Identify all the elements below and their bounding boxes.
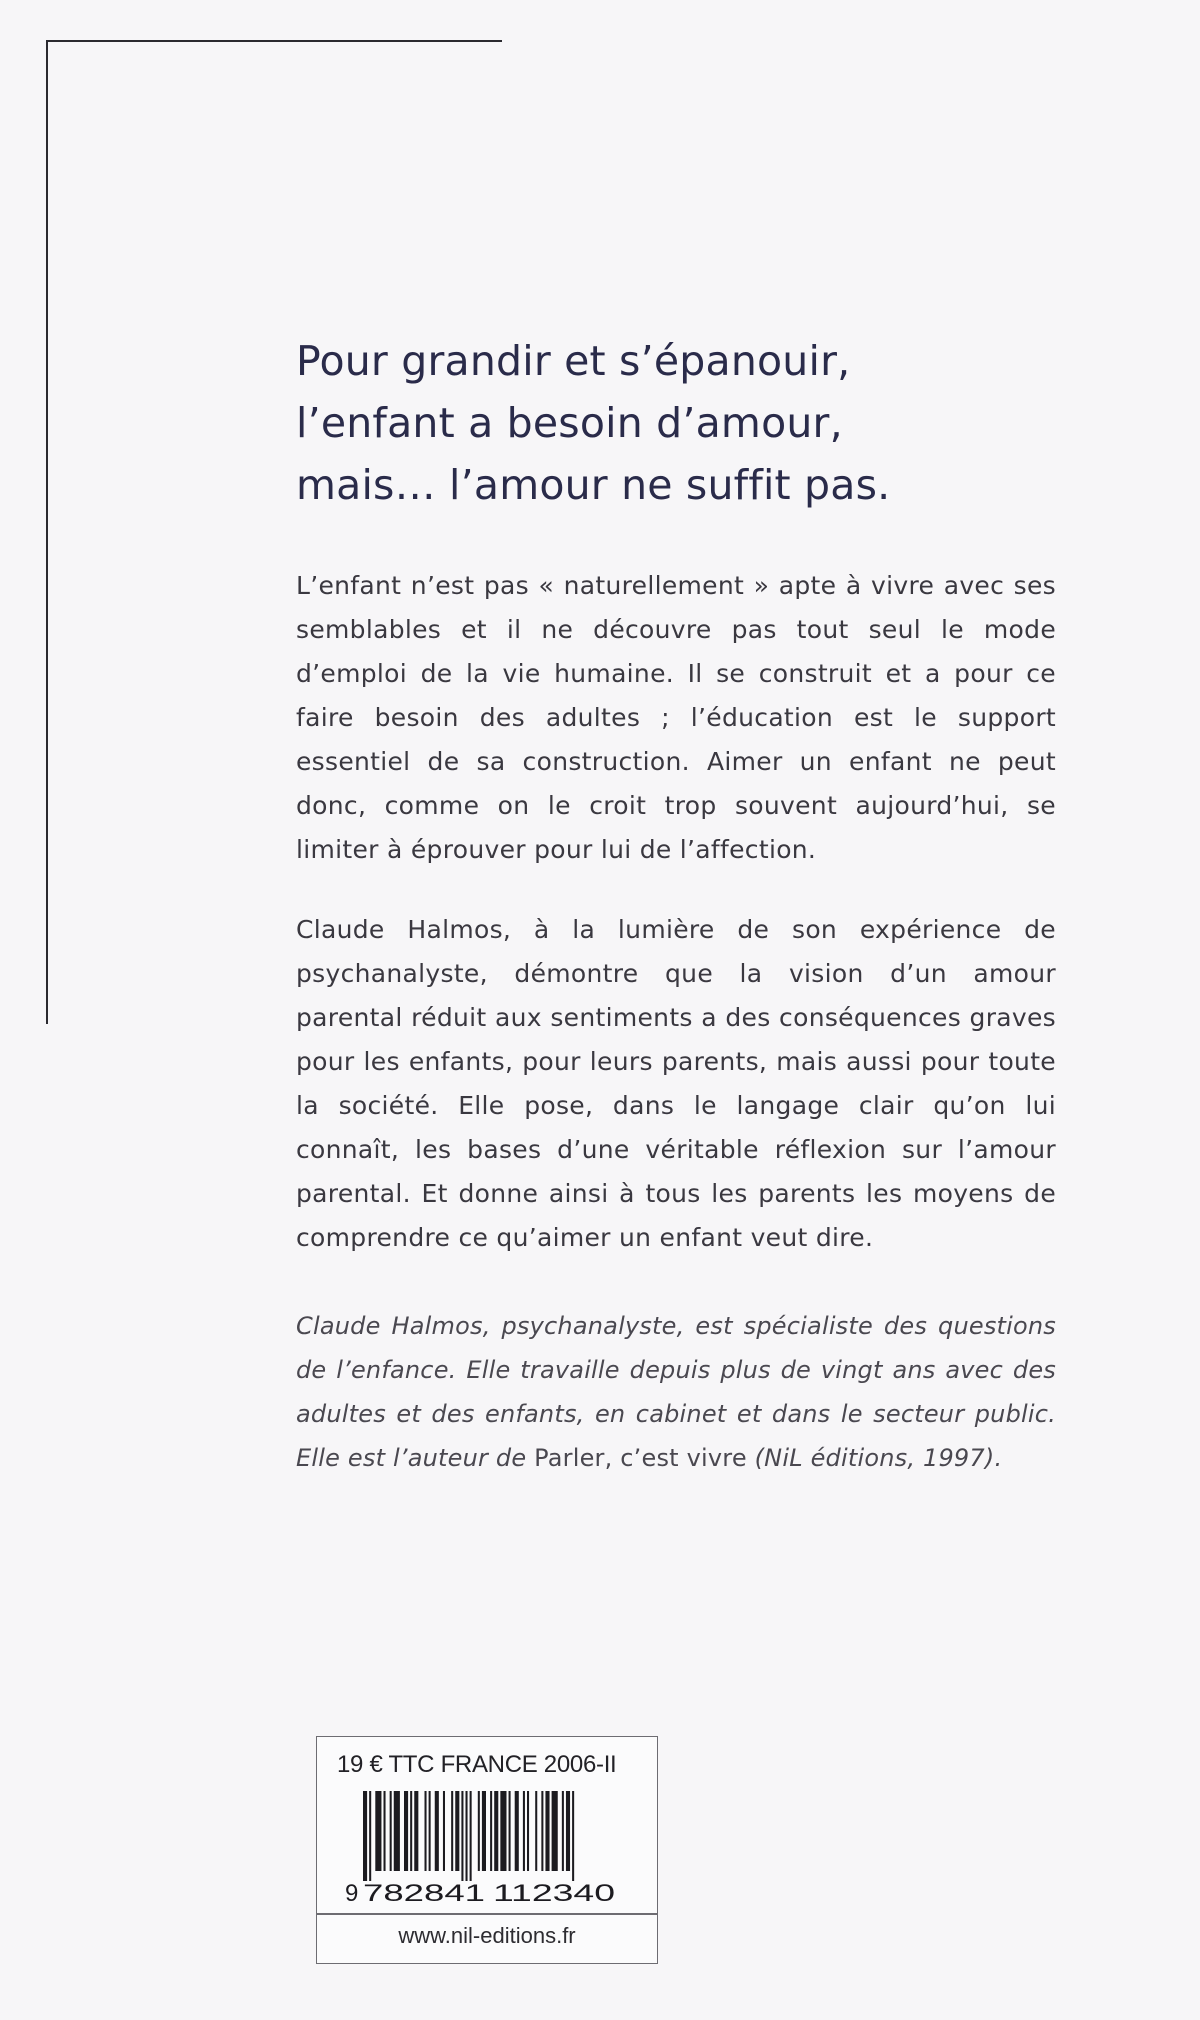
headline-line-1: Pour grandir et s’épanouir, bbox=[296, 337, 851, 385]
barcode-sticker bbox=[316, 1736, 658, 1964]
barcode-bar bbox=[535, 1791, 537, 1871]
barcode-bar bbox=[572, 1791, 574, 1881]
isbn-group-right: 112340 bbox=[493, 1880, 615, 1907]
barcode-bar bbox=[461, 1791, 463, 1881]
barcode-bar bbox=[443, 1791, 445, 1871]
barcode-bar bbox=[515, 1791, 519, 1871]
barcode-bar bbox=[404, 1791, 408, 1871]
author-bio bbox=[296, 1304, 1056, 1480]
isbn-first-digit: 9 bbox=[345, 1880, 359, 1907]
barcode-bar bbox=[466, 1791, 468, 1881]
author-bio-publisher: (NiL éditions, 1997). bbox=[746, 1444, 1003, 1472]
barcode-bar bbox=[414, 1791, 418, 1871]
barcode-bar bbox=[429, 1791, 431, 1871]
back-cover-text bbox=[296, 330, 1056, 1480]
barcode-bar bbox=[470, 1791, 472, 1881]
barcode-bar bbox=[509, 1791, 511, 1871]
barcode-bar bbox=[545, 1791, 549, 1871]
barcode bbox=[337, 1789, 639, 1907]
barcode-bar bbox=[455, 1791, 459, 1871]
barcode-bar bbox=[494, 1791, 498, 1871]
barcode-bar bbox=[384, 1791, 386, 1871]
isbn-group-left: 782841 bbox=[363, 1880, 485, 1907]
barcode-bar bbox=[500, 1791, 506, 1871]
publisher-website: www.nil-editions.fr bbox=[398, 1923, 576, 1948]
barcode-bar bbox=[363, 1791, 367, 1881]
barcode-bar bbox=[523, 1791, 525, 1871]
price-label: 19 € TTC FRANCE 2006-II bbox=[337, 1751, 617, 1778]
barcode-bar bbox=[552, 1791, 558, 1871]
frame-top-line bbox=[46, 40, 502, 42]
headline-line-2: l’enfant a besoin d’amour, bbox=[296, 399, 843, 447]
barcode-bar bbox=[425, 1791, 427, 1871]
barcode-bar bbox=[527, 1791, 529, 1871]
barcode-bar bbox=[390, 1791, 392, 1871]
headline bbox=[296, 330, 1056, 516]
barcode-bar bbox=[566, 1791, 570, 1871]
barcode-bar bbox=[369, 1791, 371, 1881]
paragraph-intro: L’enfant n’est pas « naturellement » apte à vivre avec ses semblables et il ne découvre pas tout seul le mode d’emploi de la vie humaine. Il se construit et a pour ce faire besoin des adultes ; l’éducation est le support essentiel de sa construction. Aimer un enfant ne peut donc, comme on le croit trop souvent aujourd’hui, se limiter à éprouver pour lui de l’affection. bbox=[296, 571, 1056, 864]
barcode-bar bbox=[478, 1791, 480, 1871]
barcode-bar bbox=[541, 1791, 543, 1871]
barcode-bar bbox=[490, 1791, 492, 1871]
barcode-bar bbox=[410, 1791, 412, 1871]
frame-left-line bbox=[46, 40, 48, 1024]
sticker-divider bbox=[317, 1913, 657, 1915]
barcode-bar bbox=[394, 1791, 400, 1871]
headline-line-3: mais… l’amour ne suffit pas. bbox=[296, 461, 891, 509]
barcode-bar bbox=[562, 1791, 564, 1871]
barcode-bar bbox=[482, 1791, 486, 1871]
barcode-bar bbox=[375, 1791, 381, 1871]
author-bio-text: Claude Halmos, psychanalyste, est spécialiste des questions de l’enfance. Elle travaille depuis plus de vingt ans avec des adultes et des enfants, en cabinet et dans le secteur public. Elle est l’auteur de bbox=[296, 1312, 1056, 1472]
previous-book-title: Parler, c’est vivre bbox=[534, 1444, 747, 1472]
paragraph-author-argument: Claude Halmos, à la lumière de son expérience de psychanalyste, démontre que la vision d’un amour parental réduit aux sentiments a des conséquences graves pour les enfants, pour leurs parents, mais aussi pour toute la société. Elle pose, dans le langage clair qu’on lui connaît, les bases d’une véritable réflexion sur l’amour parental. Et donne ainsi à tous les parents les moyens de comprendre ce qu’aimer un enfant veut dire. bbox=[296, 915, 1056, 1252]
barcode-bar bbox=[435, 1791, 439, 1871]
barcode-bar bbox=[451, 1791, 453, 1871]
